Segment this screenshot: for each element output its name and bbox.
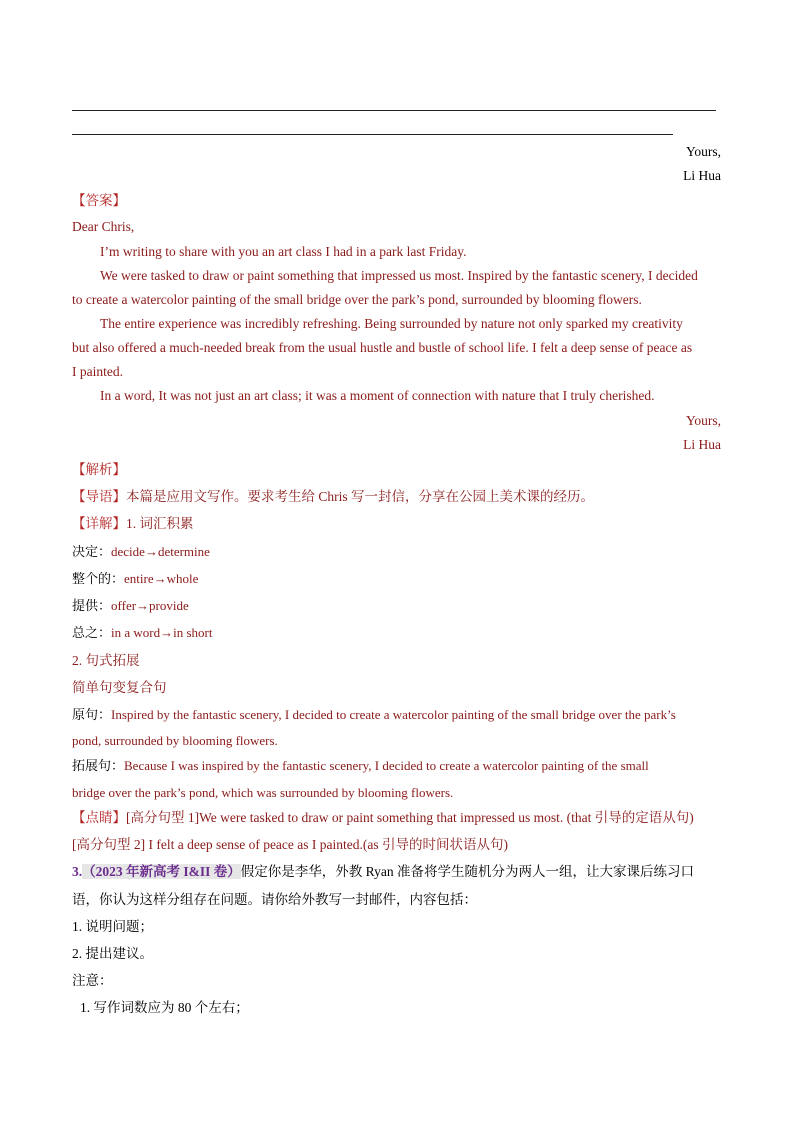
answer-line: The entire experience was incredibly refreshing. Being surrounded by nature not only sparked my creativity — [100, 316, 683, 331]
sentence-heading: 2. 句式拓展 — [72, 653, 140, 668]
point-paragraph — [72, 809, 694, 827]
salutation: Dear Chris, — [72, 219, 135, 234]
detail-heading: 1. 词汇积累 — [126, 516, 194, 531]
sentence-subheading: 简单句变复合句 — [72, 680, 167, 695]
answer-line: I’m writing to share with you an art class I had in a park last Friday. — [100, 244, 467, 259]
question-source: （2023 年新高考 I&II 卷） — [82, 864, 241, 879]
original-sentence-cont: pond, surrounded by blooming flowers. — [72, 733, 278, 748]
closing-sign: Yours, — [685, 144, 721, 159]
extended-sentence-cont: bridge over the park’s pond, which was surrounded by blooming flowers. — [72, 785, 454, 800]
writing-line — [72, 134, 673, 135]
note-label: 注意： — [72, 973, 113, 988]
answer-sign: Yours, — [685, 413, 721, 428]
analysis-tag: 【解析】 — [72, 462, 126, 477]
answer-line: We were tasked to draw or paint something that impressed us most. Inspired by the fantastic scenery, I decided — [100, 268, 698, 283]
answer-line: I painted. — [72, 364, 123, 379]
question-text: 假定你是李华，外教 Ryan 准备将学生随机分为两人一组，让大家课后练习口 — [240, 864, 694, 879]
guide-paragraph — [72, 488, 594, 506]
question-header — [72, 863, 694, 881]
answer-line: but also offered a much-needed break from the usual hustle and bustle of school life. I felt a deep sense of peace as — [72, 340, 693, 355]
writing-line — [72, 110, 716, 111]
vocab-item: 提供：offer→provide — [72, 598, 189, 613]
original-sentence: 原句：Inspired by the fantastic scenery, I decided to create a watercolor painting of the small bridge over the park’s — [72, 707, 676, 722]
guide-text: 本篇是应用文写作。要求考生给 Chris 写一封信，分享在公园上美术课的经历。 — [126, 489, 595, 504]
guide-tag: 【导语】 — [72, 489, 126, 504]
vocab-item: 决定：decide→determine — [72, 544, 210, 559]
answer-line: to create a watercolor painting of the small bridge over the park’s pond, surrounded by blooming flowers. — [72, 292, 642, 307]
extended-sentence: 拓展句：Because I was inspired by the fantastic scenery, I decided to create a watercolor painting of the small — [72, 758, 649, 773]
vocab-item: 整个的：entire→whole — [72, 571, 199, 586]
detail-tag: 【详解】 — [72, 516, 126, 531]
answer-tag: 【答案】 — [72, 193, 126, 208]
vocab-item: 总之：in a word→in short — [72, 625, 213, 640]
question-text-cont: 语，你认为这样分组存在问题。请你给外教写一封邮件，内容包括： — [72, 892, 477, 907]
requirement-item: 2. 提出建议。 — [72, 946, 153, 961]
detail-paragraph — [72, 515, 194, 533]
point-line: [高分句型 1]We were tasked to draw or paint something that impressed us most. (that 引导的定语从句) — [126, 810, 694, 825]
requirement-item: 1. 说明问题； — [72, 919, 153, 934]
point-line: [高分句型 2] I felt a deep sense of peace as I painted.(as 引导的时间状语从句) — [72, 837, 508, 852]
answer-name: Li Hua — [683, 437, 721, 452]
answer-line: In a word, It was not just an art class; it was a moment of connection with nature that I truly cherished. — [100, 388, 655, 403]
question-number: 3. — [72, 864, 83, 879]
point-tag: 【点睛】 — [72, 810, 126, 825]
note-item: 1. 写作词数应为 80 个左右； — [80, 1000, 249, 1015]
closing-name: Li Hua — [683, 168, 721, 183]
